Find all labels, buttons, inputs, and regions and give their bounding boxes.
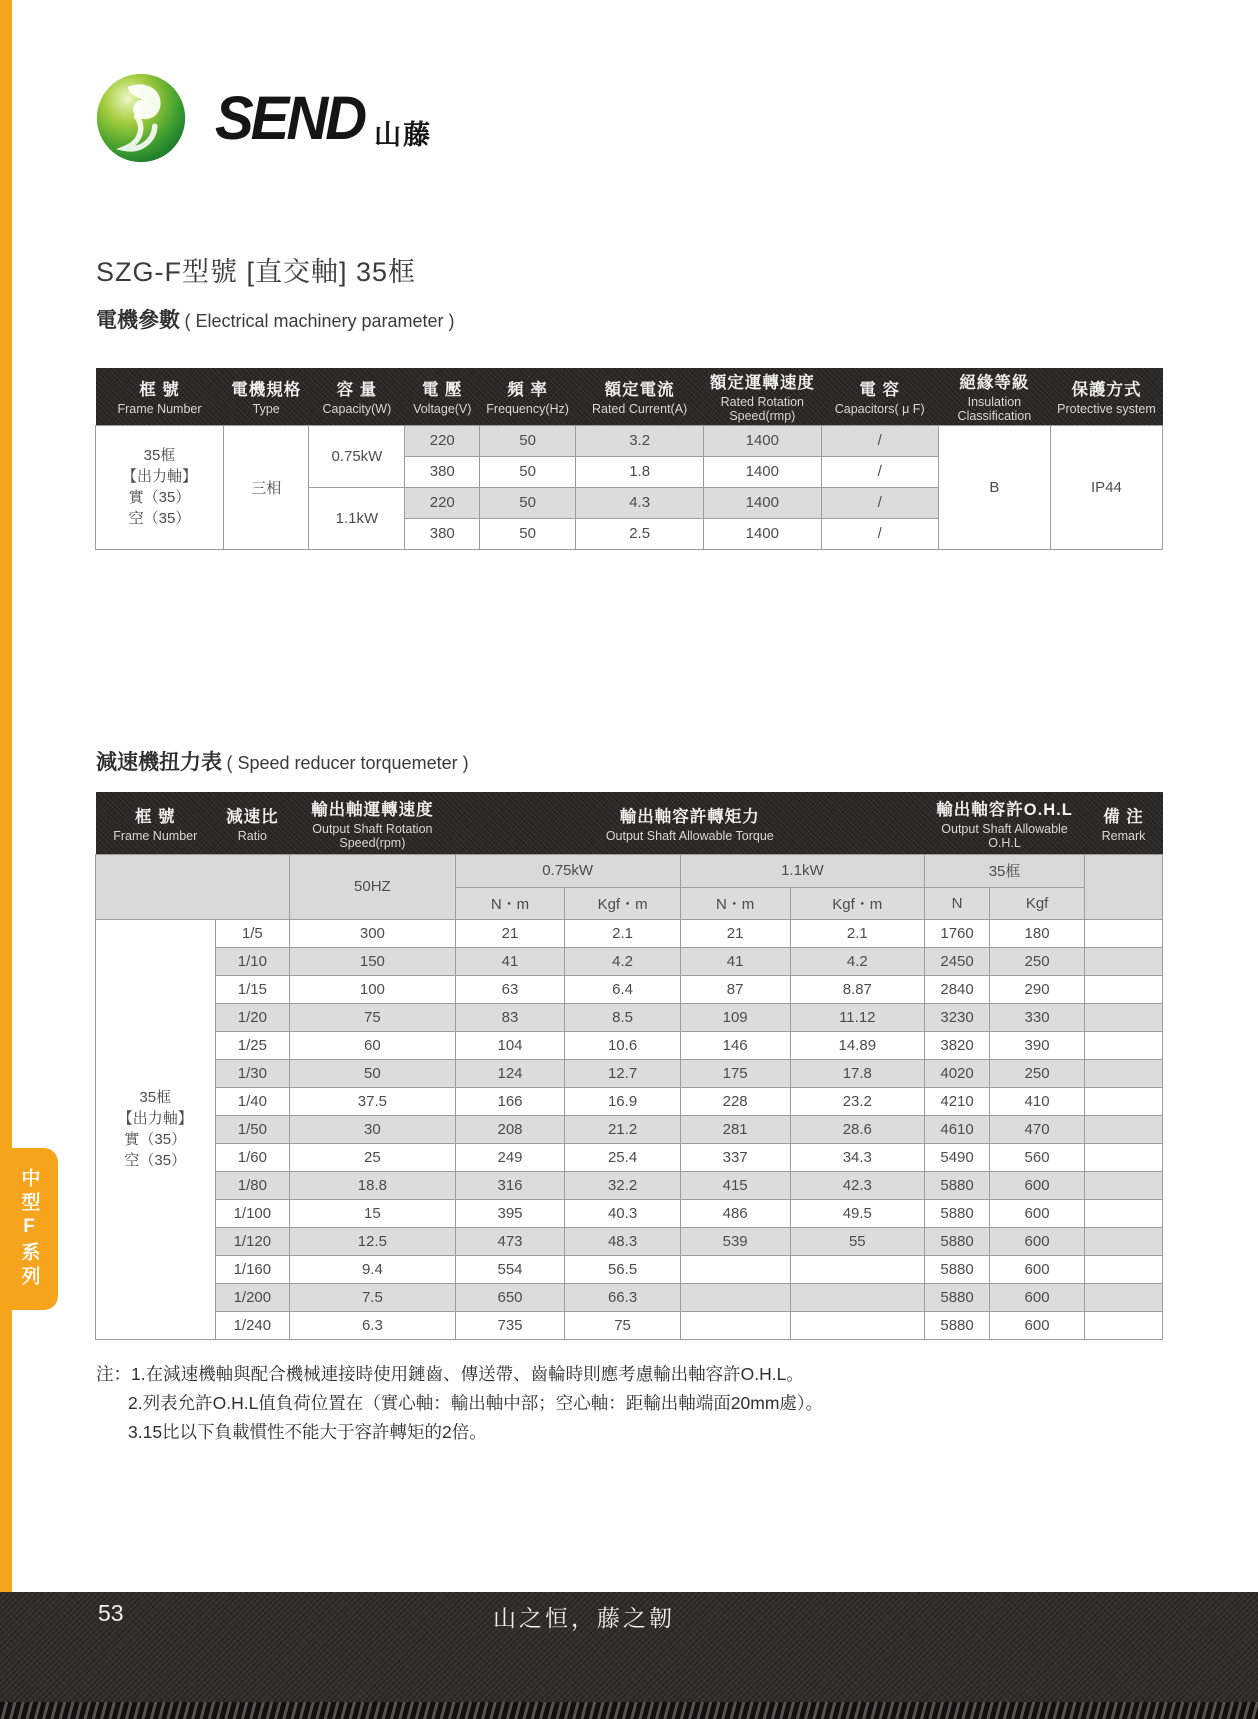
torque-cell: 1/100 [215,1199,290,1227]
capacitor-cell: / [821,456,938,487]
torque-subheader [96,854,1163,919]
torque-cell: 600 [990,1171,1085,1199]
torque-cell: 554 [455,1255,565,1283]
torque-cell: 12.5 [290,1227,455,1255]
left-accent-strip [0,0,12,1592]
current-cell: 2.5 [576,518,704,549]
torque-cell: 124 [455,1059,565,1087]
torque-cell: 1/160 [215,1255,290,1283]
torque-cell: 4610 [925,1115,990,1143]
torque-cell: 28.6 [790,1115,924,1143]
current-cell: 3.2 [576,425,704,456]
torque-cell: 5880 [925,1199,990,1227]
torque-cell: 41 [455,947,565,975]
torque-cell: 560 [990,1143,1085,1171]
torque-cell: 1/200 [215,1283,290,1311]
electrical-col-header: 額定運轉速度 Rated Rotation Speed(rmp) [709,374,815,424]
torque-cell: 600 [990,1283,1085,1311]
speed-cell: 1400 [704,456,821,487]
col-remark: 備 注 Remark [1101,807,1146,843]
series-side-tab [0,1148,58,1310]
note-line: 2.列表允許O.H.L值負荷位置在（實心軸：輸出軸中部；空心軸：距輸出軸端面20mm處）。 [128,1393,824,1413]
remark-cell [1085,1003,1163,1031]
frame-number-cell [96,919,216,1339]
torque-row [96,1227,1163,1255]
torque-cell: 1/240 [215,1311,290,1339]
torque-cell: 37.5 [290,1087,455,1115]
torque-cell: 3820 [925,1031,990,1059]
torque-cell: 3230 [925,1003,990,1031]
torque-cell [790,1311,924,1339]
motor-type-cell: 三相 [224,425,309,549]
frame-line: 實（35） [124,1131,187,1148]
frame-line: 【出力軸】 [122,468,198,485]
torque-cell: 75 [565,1311,680,1339]
torque-cell: 1/120 [215,1227,290,1255]
torque-row [96,1171,1163,1199]
electrical-col-header: 容 量 Capacity(W) [322,381,392,417]
torque-row [96,1199,1163,1227]
remark-cell [1085,1115,1163,1143]
torque-cell: 4.2 [790,947,924,975]
torque-cell: 87 [680,975,790,1003]
voltage-cell: 220 [405,425,480,456]
subheader-frame35: 35框 [925,854,1085,887]
torque-cell: 30 [290,1115,455,1143]
frequency-cell: 50 [480,487,576,518]
torque-cell: 539 [680,1227,790,1255]
electrical-heading-cjk: 電機參數 [96,309,180,332]
torque-cell: 40.3 [565,1199,680,1227]
torque-cell: 228 [680,1087,790,1115]
torque-cell: 15 [290,1199,455,1227]
torque-cell: 1/15 [215,975,290,1003]
torque-section-heading [96,746,469,776]
torque-cell: 50 [290,1059,455,1087]
torque-cell: 1/50 [215,1115,290,1143]
torque-cell: 300 [290,919,455,947]
remark-cell [1085,1255,1163,1283]
torque-cell: 4.2 [565,947,680,975]
torque-cell: 21 [680,919,790,947]
remark-cell [1085,1059,1163,1087]
torque-cell: 2.1 [790,919,924,947]
torque-cell: 395 [455,1199,565,1227]
torque-cell: 180 [990,919,1085,947]
torque-cell: 41 [680,947,790,975]
capacitor-cell: / [821,487,938,518]
footer-stripes [0,1702,1258,1719]
remark-cell [1085,1283,1163,1311]
torque-row [96,919,1163,947]
note-line: 注：1.在減速機軸與配合機械連接時使用鏈齒、傳送帶、齒輪時則應考慮輸出軸容許O.H.L。 [96,1364,804,1384]
unit-nm: N・m [455,887,565,919]
electrical-col-header: 頻 率 Frequency(Hz) [486,381,569,417]
torque-cell [680,1255,790,1283]
page-footer [0,1592,1258,1719]
torque-cell: 7.5 [290,1283,455,1311]
electrical-col-header: 框 號 Frame Number [117,381,202,417]
torque-cell: 250 [990,947,1085,975]
col-frame-number: 框 號 Frame Number [113,807,198,843]
remark-cell [1085,1143,1163,1171]
torque-cell: 5880 [925,1255,990,1283]
torque-cell: 473 [455,1227,565,1255]
col-ratio: 減速比 Ratio [226,807,279,843]
torque-cell: 486 [680,1199,790,1227]
torque-cell: 23.2 [790,1087,924,1115]
torque-cell: 281 [680,1115,790,1143]
capacity-cell: 0.75kW [309,425,405,487]
frequency-cell: 50 [480,518,576,549]
torque-cell: 470 [990,1115,1085,1143]
torque-cell: 1/80 [215,1171,290,1199]
torque-cell: 14.89 [790,1031,924,1059]
current-cell: 1.8 [576,456,704,487]
torque-row [96,1255,1163,1283]
electrical-header-row [96,368,1163,425]
torque-heading-cjk: 減速機扭力表 [96,751,222,774]
torque-cell: 390 [990,1031,1085,1059]
remark-cell [1085,919,1163,947]
torque-cell: 34.3 [790,1143,924,1171]
remark-cell [1085,975,1163,1003]
remark-cell [1085,1199,1163,1227]
footer-slogan: 山之恒，藤之韌 [493,1605,675,1631]
torque-cell: 55 [790,1227,924,1255]
electrical-col-header: 電 壓 Voltage(V) [413,381,472,417]
torque-row [96,1143,1163,1171]
torque-cell: 25 [290,1143,455,1171]
torque-cell: 6.3 [290,1311,455,1339]
frame-line: 實（35） [128,489,191,506]
electrical-section-heading [96,304,455,334]
torque-cell: 5880 [925,1227,990,1255]
torque-cell: 316 [455,1171,565,1199]
torque-cell: 11.12 [790,1003,924,1031]
torque-cell: 75 [290,1003,455,1031]
torque-cell: 1760 [925,919,990,947]
frame-line: 空（35） [128,510,191,527]
torque-row [96,1059,1163,1087]
torque-cell [790,1283,924,1311]
torque-cell: 600 [990,1227,1085,1255]
note-line: 3.15比以下負載慣性不能大于容許轉矩的2倍。 [128,1422,487,1442]
unit-kgf: Kgf [990,887,1085,919]
capacity-cell: 1.1kW [309,487,405,549]
torque-cell: 410 [990,1087,1085,1115]
torque-cell: 17.8 [790,1059,924,1087]
torque-cell: 1/30 [215,1059,290,1087]
frame-number-cell [96,425,224,549]
torque-cell: 12.7 [565,1059,680,1087]
torque-cell: 21 [455,919,565,947]
unit-kgfm: Kgf・m [790,887,924,919]
torque-cell: 415 [680,1171,790,1199]
torque-cell: 150 [290,947,455,975]
capacitor-cell: / [821,518,938,549]
protection-cell: IP44 [1050,425,1162,549]
torque-cell: 337 [680,1143,790,1171]
notes-block [96,1360,823,1447]
torque-cell: 4210 [925,1087,990,1115]
torque-cell: 25.4 [565,1143,680,1171]
torque-cell: 2840 [925,975,990,1003]
torque-row [96,1115,1163,1143]
remark-cell [1085,1227,1163,1255]
torque-cell: 1/60 [215,1143,290,1171]
voltage-cell: 380 [405,518,480,549]
electrical-col-header: 保護方式 Protective system [1057,381,1156,417]
torque-cell: 1/25 [215,1031,290,1059]
torque-cell: 83 [455,1003,565,1031]
brand-logo [95,72,432,164]
torque-cell: 42.3 [790,1171,924,1199]
torque-row [96,975,1163,1003]
torque-cell: 8.5 [565,1003,680,1031]
torque-row [96,1087,1163,1115]
voltage-cell: 380 [405,456,480,487]
torque-cell: 1/10 [215,947,290,975]
torque-cell: 290 [990,975,1085,1003]
torque-row [96,947,1163,975]
remark-cell [1085,1087,1163,1115]
torque-cell: 63 [455,975,565,1003]
electrical-col-header: 額定電流 Rated Current(A) [592,381,688,417]
unit-kgfm: Kgf・m [565,887,680,919]
subheader-kw11: 1.1kW [680,854,924,887]
torque-cell: 8.87 [790,975,924,1003]
frame-line: 【出力軸】 [117,1110,193,1127]
col-output-speed: 輸出軸運轉速度 Output Shaft Rotation Speed(rpm) [311,800,434,850]
frequency-cell: 50 [480,456,576,487]
subheader-kw075: 0.75kW [455,854,680,887]
torque-cell: 16.9 [565,1087,680,1115]
torque-cell: 208 [455,1115,565,1143]
torque-cell: 175 [680,1059,790,1087]
torque-cell: 5880 [925,1311,990,1339]
torque-cell: 109 [680,1003,790,1031]
torque-cell: 6.4 [565,975,680,1003]
subheader-remark-blank [1085,854,1163,919]
torque-table [95,792,1163,1340]
insulation-cell: B [938,425,1050,549]
torque-cell: 249 [455,1143,565,1171]
torque-cell: 166 [455,1087,565,1115]
unit-nm: N・m [680,887,790,919]
remark-cell [1085,1031,1163,1059]
torque-row [96,1311,1163,1339]
torque-cell: 600 [990,1255,1085,1283]
frequency-cell: 50 [480,425,576,456]
torque-cell: 104 [455,1031,565,1059]
torque-cell: 650 [455,1283,565,1311]
brand-wordmark: SEND [215,83,365,153]
torque-cell: 1/40 [215,1087,290,1115]
torque-cell: 2.1 [565,919,680,947]
torque-row [96,1031,1163,1059]
torque-cell: 32.2 [565,1171,680,1199]
speed-cell: 1400 [704,425,821,456]
torque-cell: 66.3 [565,1283,680,1311]
current-cell: 4.3 [576,487,704,518]
torque-cell: 100 [290,975,455,1003]
torque-cell: 250 [990,1059,1085,1087]
remark-cell [1085,1171,1163,1199]
torque-cell: 735 [455,1311,565,1339]
electrical-col-header: 絕緣等級 Insulation Classification [957,374,1032,424]
torque-cell: 600 [990,1199,1085,1227]
electrical-row [96,425,1163,456]
torque-cell: 4020 [925,1059,990,1087]
torque-cell: 49.5 [790,1199,924,1227]
brand-sphere-icon [95,72,187,164]
page-number: 53 [98,1600,124,1626]
torque-row [96,1283,1163,1311]
torque-cell: 330 [990,1003,1085,1031]
frame-line: 空（35） [124,1152,187,1169]
voltage-cell: 220 [405,487,480,518]
torque-cell: 600 [990,1311,1085,1339]
frame-line: 35框 [139,1089,172,1106]
electrical-col-header: 電機規格 Type [231,381,302,417]
torque-cell: 1/20 [215,1003,290,1031]
remark-cell [1085,947,1163,975]
torque-table-body [96,919,1163,1339]
torque-cell: 5490 [925,1143,990,1171]
torque-cell [680,1283,790,1311]
electrical-heading-en: ( Electrical machinery parameter ) [184,311,455,331]
torque-cell: 48.3 [565,1227,680,1255]
brand-wordmark-cjk: 山藤 [374,119,433,150]
torque-cell: 60 [290,1031,455,1059]
unit-n: N [925,887,990,919]
torque-cell [680,1311,790,1339]
torque-cell: 5880 [925,1171,990,1199]
torque-cell: 1/5 [215,919,290,947]
speed-cell: 1400 [704,487,821,518]
torque-cell: 56.5 [565,1255,680,1283]
series-side-tab-label: 中型F系列 [18,1168,40,1290]
col-allowable-ohl: 輸出軸容許O.H.L Output Shaft Allowable O.H.L [936,800,1073,850]
torque-cell: 146 [680,1031,790,1059]
torque-header-row [96,792,1163,854]
remark-cell [1085,1311,1163,1339]
torque-subheader-row1 [96,854,1163,887]
col-allowable-torque: 輸出軸容許轉矩力 Output Shaft Allowable Torque [605,807,774,843]
torque-cell: 2450 [925,947,990,975]
electrical-table [95,368,1163,550]
torque-heading-en: ( Speed reducer torquemeter ) [226,753,469,773]
speed-cell: 1400 [704,518,821,549]
subheader-hz: 50HZ [290,854,455,919]
torque-cell: 18.8 [290,1171,455,1199]
torque-cell: 5880 [925,1283,990,1311]
torque-cell [790,1255,924,1283]
electrical-col-header: 電 容 Capacitors( μ F) [834,381,925,417]
frame-line: 35框 [143,447,176,464]
subheader-blank [96,854,290,919]
page-title: SZG-F型號 [直交軸] 35框 [96,257,417,287]
torque-row [96,1003,1163,1031]
capacitor-cell: / [821,425,938,456]
torque-cell: 9.4 [290,1255,455,1283]
torque-cell: 10.6 [565,1031,680,1059]
torque-cell: 21.2 [565,1115,680,1143]
